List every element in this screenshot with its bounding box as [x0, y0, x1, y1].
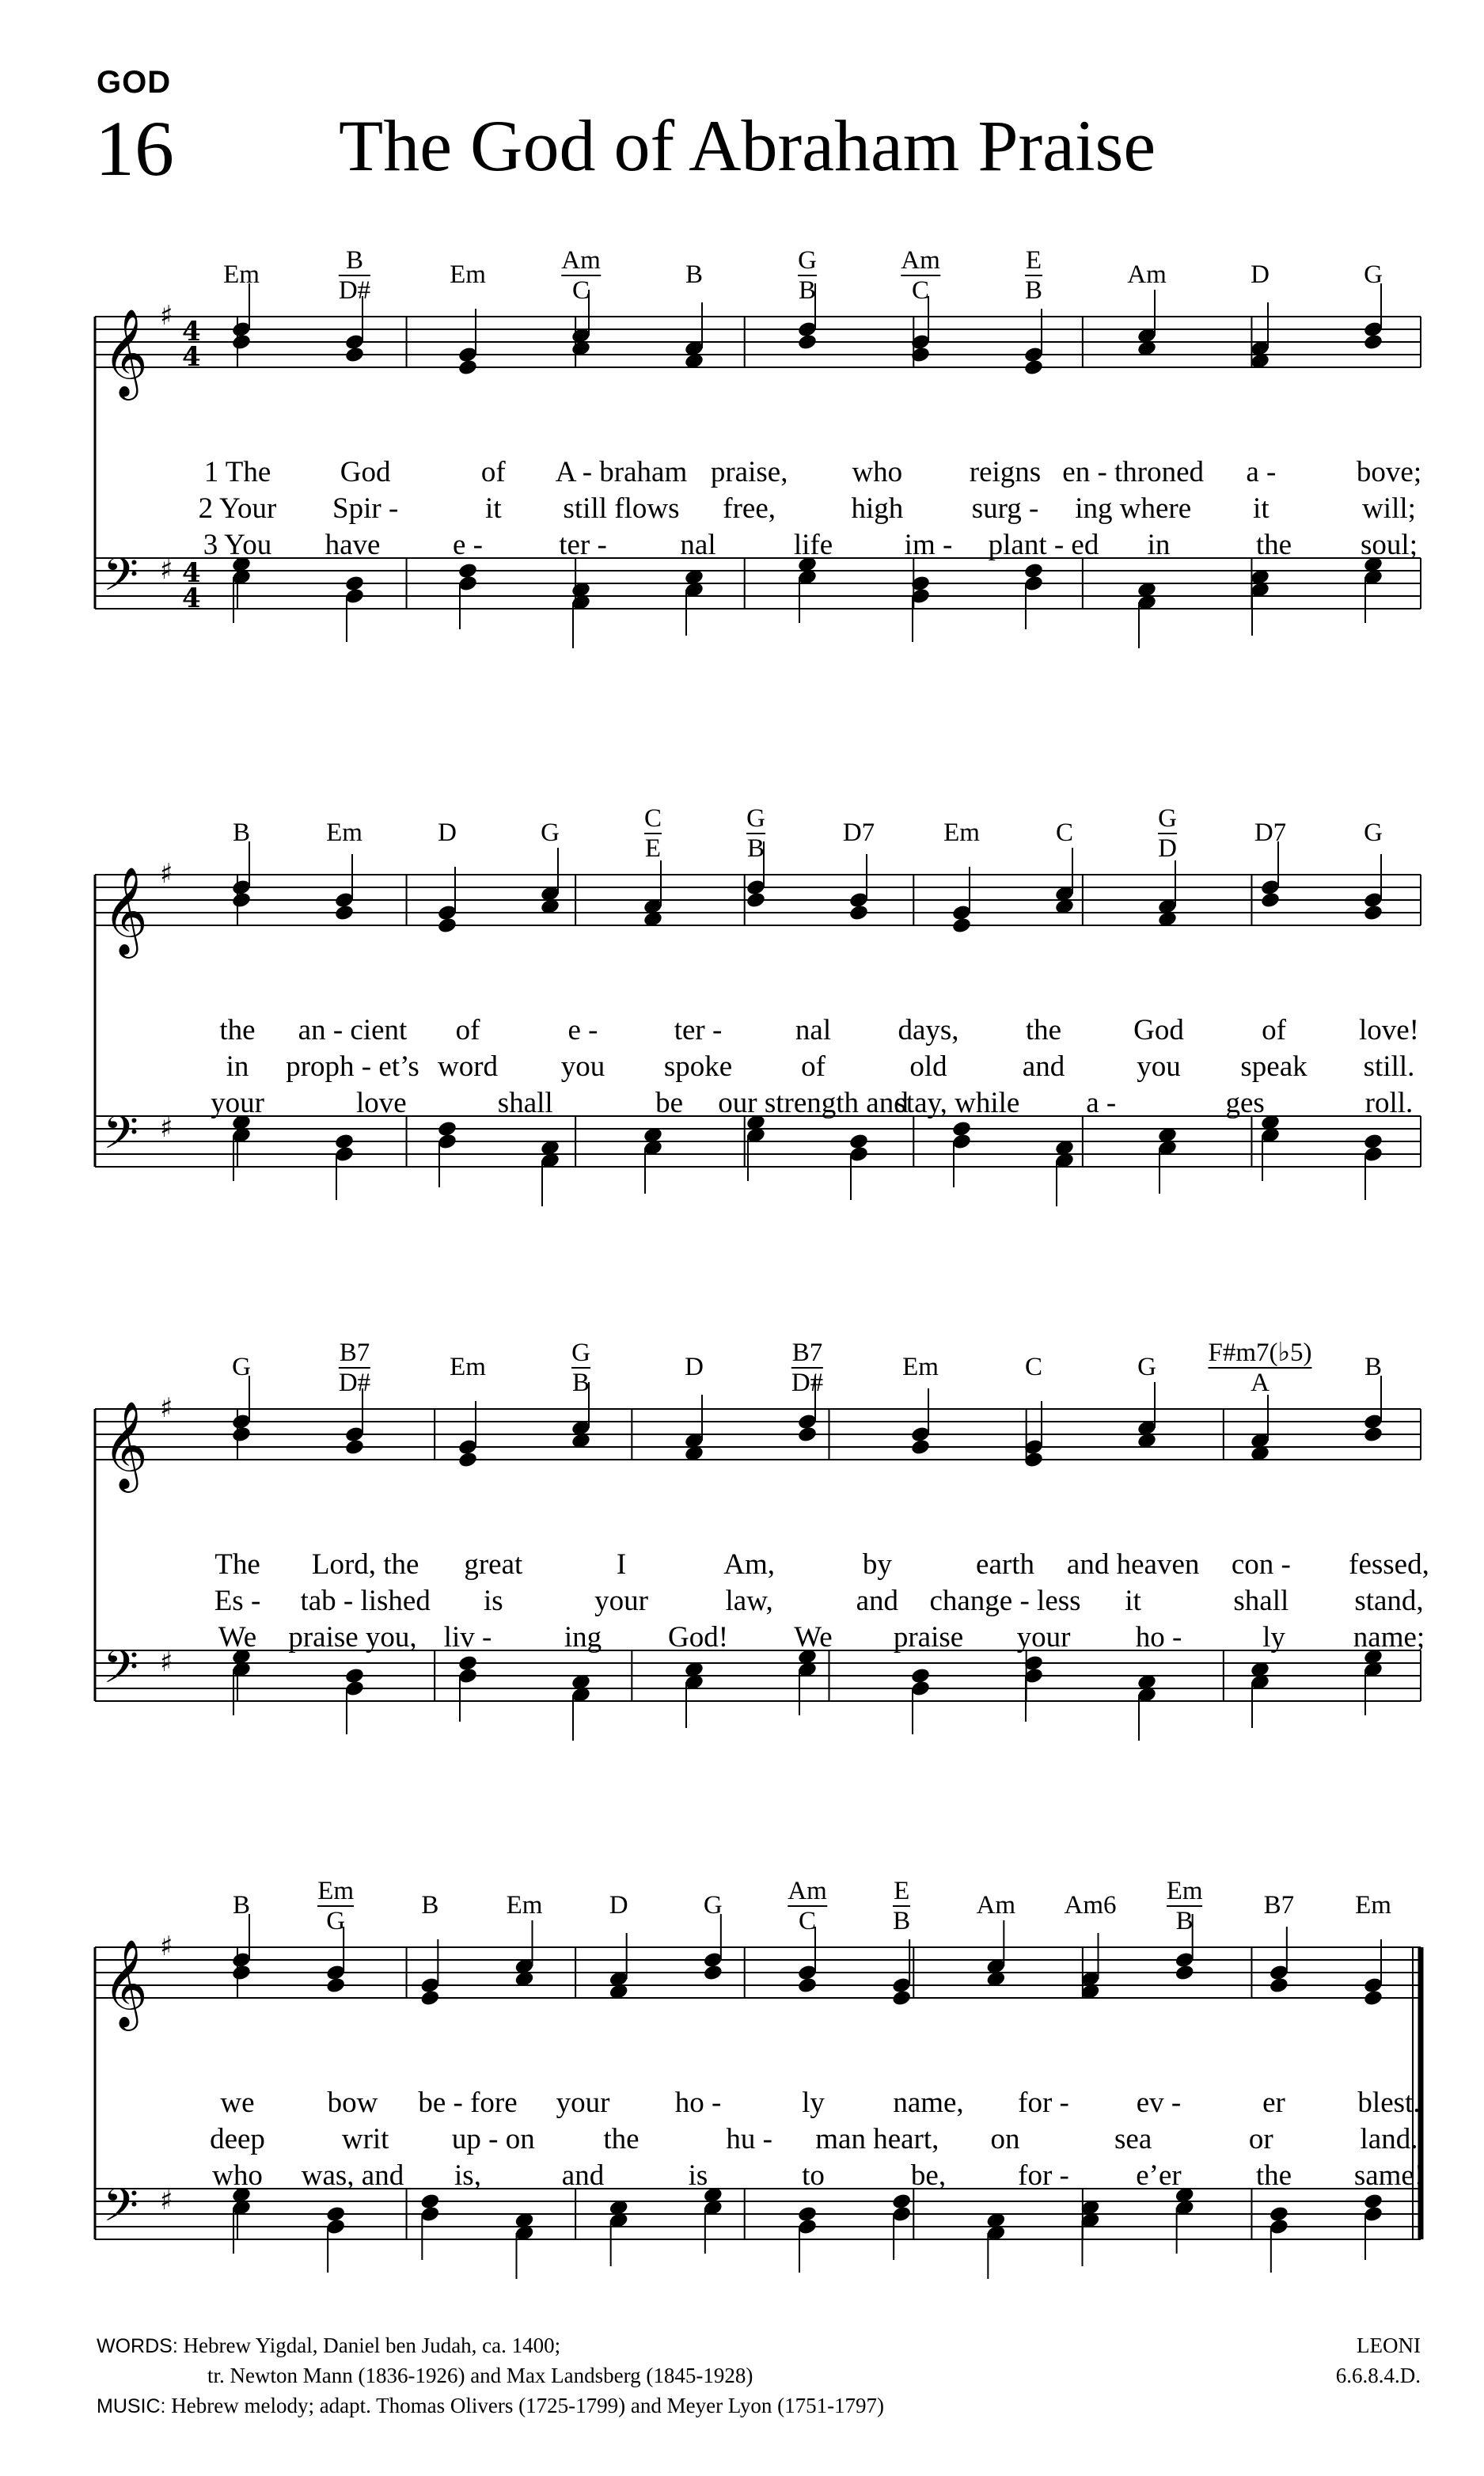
key-signature-sharp-icon: ♯	[160, 1392, 173, 1424]
chord-symbol: Am	[976, 1891, 1016, 1920]
chord-bass: D#	[791, 1368, 824, 1397]
note-chord	[643, 1126, 663, 1194]
chord-root: G	[571, 1339, 590, 1367]
note-chord	[1137, 581, 1157, 648]
verse-3-syllable: your	[211, 1087, 264, 1119]
note-chord	[985, 1920, 1006, 1988]
chord-root: B7	[791, 1339, 823, 1367]
verse-1-syllable: reigns	[969, 456, 1042, 488]
note-chord	[684, 1395, 704, 1462]
verse-2-syllable: in	[226, 1050, 249, 1083]
chord-root: G	[1158, 804, 1177, 833]
chord-root: E	[1025, 246, 1042, 275]
verse-2-syllable: spoke	[663, 1050, 733, 1083]
verse-2-syllable: word	[437, 1050, 499, 1083]
chord-symbol	[1025, 247, 1042, 304]
verse-1-syllable: God	[1133, 1014, 1184, 1046]
verse-1-syllable: God	[340, 456, 391, 488]
chord-bass: C	[561, 275, 601, 305]
verse-3-syllable: We	[218, 1621, 257, 1654]
verse-3-syllable: plant - ed	[988, 529, 1099, 561]
note-chord	[571, 1673, 591, 1741]
chord-bass: D#	[338, 275, 371, 305]
verse-2-syllable: surg -	[971, 492, 1039, 525]
chord-symbol: Em	[450, 260, 486, 289]
chord-symbol	[791, 1339, 823, 1396]
verse-3-syllable: ges	[1225, 1087, 1265, 1119]
note-chord	[643, 860, 663, 928]
treble-clef-icon: 𝄞	[103, 308, 148, 397]
note-chord	[684, 302, 704, 370]
verse-1-syllable: ev -	[1136, 2087, 1182, 2119]
key-signature-sharp-icon: ♯	[160, 1112, 173, 1144]
chord-bass: B	[893, 1906, 911, 1935]
chord-symbol: D7	[842, 818, 875, 847]
verse-1-syllable: bove;	[1356, 456, 1422, 488]
verse-1-syllable: bow	[327, 2087, 378, 2119]
verse-3-syllable: love	[356, 1087, 407, 1119]
treble-staff	[95, 317, 1421, 367]
chord-symbol: B	[1364, 1353, 1383, 1381]
key-signature-sharp-icon: ♯	[160, 1646, 173, 1678]
verse-3-syllable: God!	[667, 1621, 729, 1654]
verse-3-syllable: ly	[1262, 1621, 1285, 1654]
verse-1-syllable: name,	[893, 2087, 964, 2119]
verse-2-syllable: you	[1137, 1050, 1181, 1083]
verse-1-syllable: the	[1025, 1014, 1062, 1046]
verse-1-syllable: of	[455, 1014, 480, 1046]
tune-name: LEONI	[1357, 2334, 1421, 2357]
verse-2-syllable: high	[851, 492, 904, 525]
chord-root: Am	[561, 246, 601, 275]
verse-1-syllable: for -	[1018, 2087, 1069, 2119]
note-chord	[571, 581, 591, 648]
verse-1-syllable: The	[214, 1548, 260, 1581]
verse-3-syllable: roll.	[1364, 1087, 1414, 1119]
key-signature-sharp-icon: ♯	[160, 858, 173, 890]
verse-3-syllable: be	[655, 1087, 684, 1119]
verse-1-syllable: ly	[802, 2087, 825, 2119]
bass-clef-icon: 𝄢	[103, 1106, 139, 1171]
chord-symbol	[571, 1339, 590, 1396]
verse-3-syllable: e -	[453, 529, 483, 561]
verse-3-syllable: soul;	[1361, 529, 1418, 561]
chord-symbol	[1158, 805, 1177, 862]
chord-symbol: G	[703, 1891, 723, 1920]
verse-3-syllable: We	[794, 1621, 833, 1654]
verse-1-syllable: who	[852, 456, 903, 488]
verse-2-syllable: ing where	[1075, 492, 1192, 525]
verse-3-syllable: our strength and	[718, 1087, 909, 1119]
chord-root: E	[894, 1877, 910, 1905]
verse-2-syllable: old	[909, 1050, 947, 1083]
chord-symbol: D	[438, 818, 457, 847]
verse-2-syllable: it	[485, 492, 502, 525]
verse-1-syllable: by	[862, 1548, 892, 1581]
note-chord	[609, 2199, 629, 2266]
music-label: MUSIC:	[97, 2395, 166, 2417]
chord-symbol	[1208, 1339, 1311, 1396]
chord-symbol: Em	[943, 818, 980, 847]
chord-symbol: G	[1137, 1353, 1156, 1381]
chord-symbol: D	[685, 1353, 704, 1381]
bass-clef-icon: 𝄢	[103, 1640, 139, 1705]
chord-root: G	[798, 246, 817, 275]
verse-2-syllable: or	[1248, 2123, 1273, 2155]
bass-clef-icon: 𝄢	[103, 548, 139, 613]
verse-2-syllable: on	[990, 2123, 1020, 2155]
note-chord	[1250, 1395, 1270, 1462]
note-chord	[1157, 860, 1178, 928]
verse-2-syllable: writ	[341, 2123, 389, 2155]
verse-3-syllable: for -	[1018, 2159, 1069, 2192]
chord-symbol: G	[1364, 260, 1383, 289]
chord-root: F#m7(♭5)	[1208, 1339, 1312, 1367]
note-chord	[1363, 556, 1383, 623]
note-chord	[231, 1648, 252, 1715]
chord-symbol: Em	[506, 1891, 543, 1920]
verse-3-syllable: is	[688, 2159, 708, 2192]
verse-2-syllable: Spir -	[332, 492, 399, 525]
music-credit-text: Hebrew melody; adapt. Thomas Olivers (1725-1799) and Meyer Lyon (1751-1797)	[171, 2394, 885, 2417]
note-chord	[1137, 290, 1157, 357]
note-chord	[746, 1114, 766, 1181]
words-credit-text: Hebrew Yigdal, Daniel ben Judah, ca. 1400;	[183, 2334, 561, 2357]
chord-root: Em	[317, 1877, 355, 1905]
note-chord	[684, 568, 704, 636]
chord-symbol: B	[232, 1891, 251, 1920]
chord-symbol: G	[541, 818, 560, 847]
verse-2-syllable: still flows	[563, 492, 680, 525]
chord-symbol: Em	[223, 260, 260, 289]
key-signature-sharp-icon: ♯	[160, 1931, 173, 1962]
words-label: WORDS:	[97, 2335, 178, 2357]
meter: 6.6.8.4.D.	[1335, 2364, 1421, 2387]
time-signature: 4	[182, 341, 201, 373]
verse-1-syllable: be - fore	[418, 2087, 518, 2119]
music-system	[0, 237, 1484, 728]
verse-3-syllable: ter -	[559, 529, 607, 561]
music-system	[0, 796, 1484, 1286]
verse-2-syllable: your	[594, 1585, 648, 1617]
chord-symbol: Am	[1127, 260, 1167, 289]
verse-2-syllable: speak	[1240, 1050, 1308, 1083]
note-chord	[1175, 2186, 1195, 2254]
chord-root: Am	[901, 246, 940, 275]
chord-symbol: G	[232, 1353, 251, 1381]
verse-2-syllable: and	[856, 1585, 899, 1617]
verse-2-syllable: stand,	[1354, 1585, 1424, 1617]
verse-3-syllable: im -	[904, 529, 953, 561]
verse-2-syllable: Es -	[214, 1585, 261, 1617]
verse-3-syllable: liv -	[443, 1621, 492, 1654]
treble-clef-icon: 𝄞	[103, 866, 148, 955]
words-credit-line1	[97, 2332, 560, 2360]
chord-bass: C	[901, 275, 940, 305]
verse-1-syllable: your	[556, 2087, 610, 2119]
verse-2-syllable: up - on	[451, 2123, 535, 2155]
verse-1-syllable: earth	[976, 1548, 1034, 1581]
verse-2-syllable: change - less	[929, 1585, 1081, 1617]
chord-symbol	[561, 247, 601, 304]
chord-symbol	[798, 247, 817, 304]
verse-3-syllable: e’er	[1136, 2159, 1182, 2192]
verse-1-syllable: ho -	[674, 2087, 722, 2119]
verse-3-syllable: who	[212, 2159, 263, 2192]
verse-2-syllable: law,	[725, 1585, 773, 1617]
verse-2-syllable: will;	[1362, 492, 1416, 525]
note-chord	[684, 1661, 704, 1728]
verse-1-syllable: of	[480, 456, 506, 488]
chord-symbol	[788, 1878, 827, 1935]
verse-2-syllable: man heart,	[815, 2123, 939, 2155]
note-chord	[231, 2186, 252, 2254]
verse-1-syllable: love!	[1358, 1014, 1420, 1046]
hymn-number: 16	[95, 104, 174, 192]
chord-symbol: Em	[902, 1353, 939, 1381]
chord-symbol: D7	[1254, 818, 1287, 847]
verse-3-syllable: life	[793, 529, 833, 561]
verse-3-syllable: praise you,	[288, 1621, 417, 1654]
note-chord	[1260, 1114, 1281, 1181]
verse-3-syllable: is,	[454, 2159, 481, 2192]
verse-1-syllable: en - throned	[1062, 456, 1205, 488]
note-chord	[231, 1114, 252, 1181]
verse-2-syllable: sea	[1114, 2123, 1152, 2155]
verse-3-syllable: and	[561, 2159, 605, 2192]
verse-3-syllable: nal	[680, 529, 716, 561]
verse-1-syllable: e -	[567, 1014, 598, 1046]
verse-3-syllable: the	[1255, 529, 1292, 561]
verse-1-syllable: praise,	[710, 456, 788, 488]
chord-root: Em	[1166, 1877, 1203, 1905]
chord-bass: G	[317, 1905, 354, 1935]
verse-3-syllable: same!	[1353, 2159, 1425, 2192]
chord-symbol: B	[685, 260, 704, 289]
chord-symbol	[893, 1878, 910, 1935]
chord-symbol	[746, 805, 765, 862]
note-chord	[514, 2212, 534, 2279]
note-chord	[1054, 1139, 1075, 1206]
chord-bass: B	[798, 275, 816, 305]
chord-root: C	[643, 804, 662, 833]
music-system	[0, 1330, 1484, 1821]
verse-3-syllable: a -	[1086, 1087, 1117, 1119]
note-chord	[1137, 1673, 1157, 1741]
verse-1-syllable: the	[219, 1014, 256, 1046]
chord-bass: E	[644, 834, 662, 863]
verse-3-syllable: be,	[910, 2159, 947, 2192]
verse-1-syllable: days,	[898, 1014, 959, 1046]
key-signature-sharp-icon: ♯	[160, 2185, 173, 2216]
verse-2-syllable: shall	[1233, 1585, 1289, 1617]
verse-1-syllable: and heaven	[1066, 1548, 1200, 1581]
verse-1-syllable: con -	[1231, 1548, 1291, 1581]
chord-symbol	[644, 805, 662, 862]
verse-1-syllable: great	[464, 1548, 523, 1581]
verse-2-syllable: it	[1253, 492, 1270, 525]
verse-3-syllable: shall	[497, 1087, 553, 1119]
chord-root: B7	[339, 1339, 370, 1367]
verse-3-syllable: 3 You	[203, 529, 272, 561]
words-credit-line2: tr. Newton Mann (1836-1926) and Max Landsberg (1845-1928)	[207, 2364, 753, 2387]
note-chord	[540, 848, 560, 915]
note-chord	[1137, 1382, 1157, 1449]
verse-2-syllable: and	[1022, 1050, 1065, 1083]
treble-staff	[95, 1947, 1421, 1998]
chord-root: G	[746, 804, 765, 833]
chord-symbol: G	[1364, 818, 1383, 847]
verse-3-syllable: have	[325, 529, 381, 561]
verse-2-syllable: the	[603, 2123, 640, 2155]
key-signature-sharp-icon: ♯	[160, 300, 173, 332]
chord-symbol: Am6	[1064, 1891, 1117, 1920]
verse-2-syllable: still.	[1363, 1050, 1415, 1083]
note-chord	[797, 1648, 818, 1715]
note-chord	[1157, 1126, 1178, 1194]
verse-2-syllable: 2 Your	[198, 492, 277, 525]
note-chord	[609, 1933, 629, 2000]
chord-symbol: B	[421, 1891, 439, 1920]
verse-1-syllable: A - braham	[555, 456, 688, 488]
verse-1-syllable: Am,	[723, 1548, 776, 1581]
chord-bass: D#	[338, 1368, 371, 1397]
verse-2-syllable: you	[560, 1050, 605, 1083]
music-system	[0, 1868, 1484, 2359]
chord-bass: B	[1024, 275, 1043, 305]
note-chord	[1250, 1661, 1270, 1728]
chord-symbol	[901, 247, 940, 304]
chord-bass: C	[788, 1905, 827, 1935]
time-signature: 4	[182, 316, 201, 347]
note-chord	[1080, 2199, 1100, 2266]
note-chord	[1054, 848, 1075, 915]
verse-3-syllable: the	[1255, 2159, 1292, 2192]
bass-staff	[95, 558, 1421, 609]
chord-symbol: B	[232, 818, 251, 847]
bass-staff	[95, 2189, 1421, 2239]
verse-1-syllable: an - cient	[298, 1014, 408, 1046]
verse-2-syllable: deep	[210, 2123, 265, 2155]
treble-clef-icon: 𝄞	[103, 1939, 148, 2027]
verse-3-syllable: name;	[1353, 1621, 1425, 1654]
note-chord	[1363, 1648, 1383, 1715]
chord-symbol: Em	[326, 818, 362, 847]
verse-3-syllable: your	[1016, 1621, 1071, 1654]
verse-3-syllable: praise	[893, 1621, 964, 1654]
chord-symbol: Em	[1355, 1891, 1391, 1920]
verse-1-syllable: I	[616, 1548, 627, 1581]
note-chord	[703, 2186, 723, 2254]
chord-symbol	[339, 1339, 370, 1396]
note-chord	[985, 2212, 1006, 2279]
verse-3-syllable: ho -	[1135, 1621, 1182, 1654]
note-chord	[231, 556, 252, 623]
chord-symbol: C	[1024, 1353, 1043, 1381]
verse-1-syllable: fessed,	[1349, 1548, 1429, 1581]
verse-1-syllable: blest.	[1357, 2087, 1421, 2119]
verse-3-syllable: was, and	[301, 2159, 404, 2192]
verse-1-syllable: Lord, the	[311, 1548, 419, 1581]
chord-root: B	[345, 246, 363, 275]
verse-2-syllable: proph - et’s	[286, 1050, 419, 1083]
verse-2-syllable: it	[1125, 1585, 1141, 1617]
note-chord	[797, 556, 818, 623]
verse-2-syllable: tab - lished	[300, 1585, 431, 1617]
hymn-title: The God of Abraham Praise	[339, 105, 1156, 186]
verse-3-syllable: ing	[564, 1621, 602, 1654]
treble-staff	[95, 1409, 1421, 1460]
treble-clef-icon: 𝄞	[103, 1400, 148, 1489]
verse-2-syllable: is	[483, 1585, 503, 1617]
verse-2-syllable: of	[801, 1050, 825, 1083]
chord-symbol	[1167, 1878, 1203, 1935]
chord-symbol: B7	[1263, 1891, 1295, 1920]
verse-3-syllable: to	[802, 2159, 825, 2192]
chord-bass: A	[1208, 1367, 1311, 1397]
note-chord	[1250, 568, 1270, 636]
chord-symbol	[317, 1878, 354, 1935]
chord-symbol: D	[609, 1891, 628, 1920]
note-chord	[514, 1920, 534, 1988]
chord-root: Am	[788, 1877, 827, 1905]
verse-1-syllable: 1 The	[203, 456, 271, 488]
verse-2-syllable: hu -	[726, 2123, 772, 2155]
verse-2-syllable: free,	[723, 492, 776, 525]
bass-staff	[95, 1650, 1421, 1701]
note-chord	[1250, 302, 1270, 370]
chord-bass: B	[1167, 1905, 1203, 1935]
time-signature: 4	[182, 583, 201, 614]
chord-symbol: D	[1251, 260, 1270, 289]
verse-1-syllable: we	[220, 2087, 255, 2119]
hymn-category: GOD	[97, 65, 172, 100]
verse-1-syllable: of	[1262, 1014, 1286, 1046]
chord-symbol: C	[1055, 818, 1074, 847]
chord-symbol: Em	[450, 1353, 486, 1381]
music-credit-line	[97, 2392, 884, 2420]
verse-3-syllable: in	[1147, 529, 1171, 561]
verse-1-syllable: er	[1262, 2087, 1285, 2119]
verse-1-syllable: a -	[1246, 456, 1277, 488]
chord-bass: B	[746, 834, 765, 863]
time-signature: 4	[182, 557, 201, 589]
key-signature-sharp-icon: ♯	[160, 554, 173, 586]
bass-clef-icon: 𝄢	[103, 2178, 139, 2243]
verse-3-syllable: stay, while	[894, 1087, 1020, 1119]
chord-bass: D	[1158, 834, 1177, 863]
chord-symbol	[339, 247, 370, 304]
chord-bass: B	[571, 1368, 590, 1397]
verse-1-syllable: nal	[795, 1014, 832, 1046]
note-chord	[540, 1139, 560, 1206]
verse-2-syllable: land.	[1360, 2123, 1418, 2155]
verse-1-syllable: ter -	[674, 1014, 723, 1046]
